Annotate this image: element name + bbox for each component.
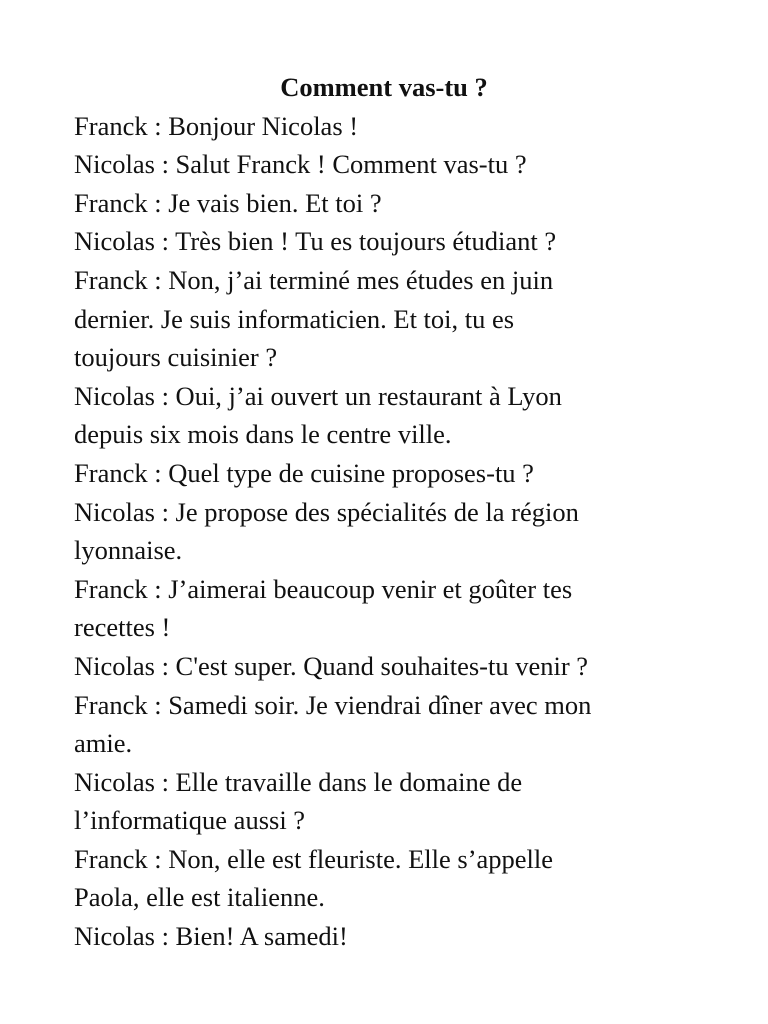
dialogue-text (74, 68, 694, 956)
dialogue-line: Nicolas : Oui, j’ai ouvert un restaurant à Lyon (74, 380, 562, 411)
dialogue-line: Franck : Samedi soir. Je viendrai dîner avec mon (74, 689, 592, 720)
dialogue-line: Franck : Bonjour Nicolas ! (74, 110, 359, 141)
dialogue-line: Nicolas : Très bien ! Tu es toujours étudiant ? (74, 226, 557, 257)
dialogue-line: Nicolas : Je propose des spécialités de la région (74, 496, 579, 527)
document-title: Comment vas-tu ? (280, 72, 488, 102)
dialogue-line: dernier. Je suis informaticien. Et toi, tu es (74, 303, 515, 334)
dialogue-line: lyonnaise. (74, 535, 183, 566)
dialogue-line: Franck : Quel type de cuisine proposes-tu ? (74, 457, 534, 488)
dialogue-line: Franck : Non, j’ai terminé mes études en juin (74, 264, 554, 295)
dialogue-line: Nicolas : Elle travaille dans le domaine de (74, 766, 523, 797)
dialogue-line: recettes ! (74, 612, 171, 643)
dialogue-line: Nicolas : C'est super. Quand souhaites-tu venir ? (74, 650, 589, 681)
dialogue-line: Franck : J’aimerai beaucoup venir et goûter tes (74, 573, 573, 604)
dialogue-line: Nicolas : Salut Franck ! Comment vas-tu ? (74, 149, 527, 180)
dialogue-line: Paola, elle est italienne. (74, 882, 325, 913)
dialogue-line: amie. (74, 728, 133, 759)
dialogue-line: Nicolas : Bien! A samedi! (74, 921, 348, 952)
dialogue-line: depuis six mois dans le centre ville. (74, 419, 452, 450)
dialogue-line: toujours cuisinier ? (74, 342, 278, 373)
dialogue-line: l’informatique aussi ? (74, 805, 306, 836)
dialogue-line: Franck : Non, elle est fleuriste. Elle s’appelle (74, 843, 554, 874)
dialogue-line: Franck : Je vais bien. Et toi ? (74, 187, 382, 218)
